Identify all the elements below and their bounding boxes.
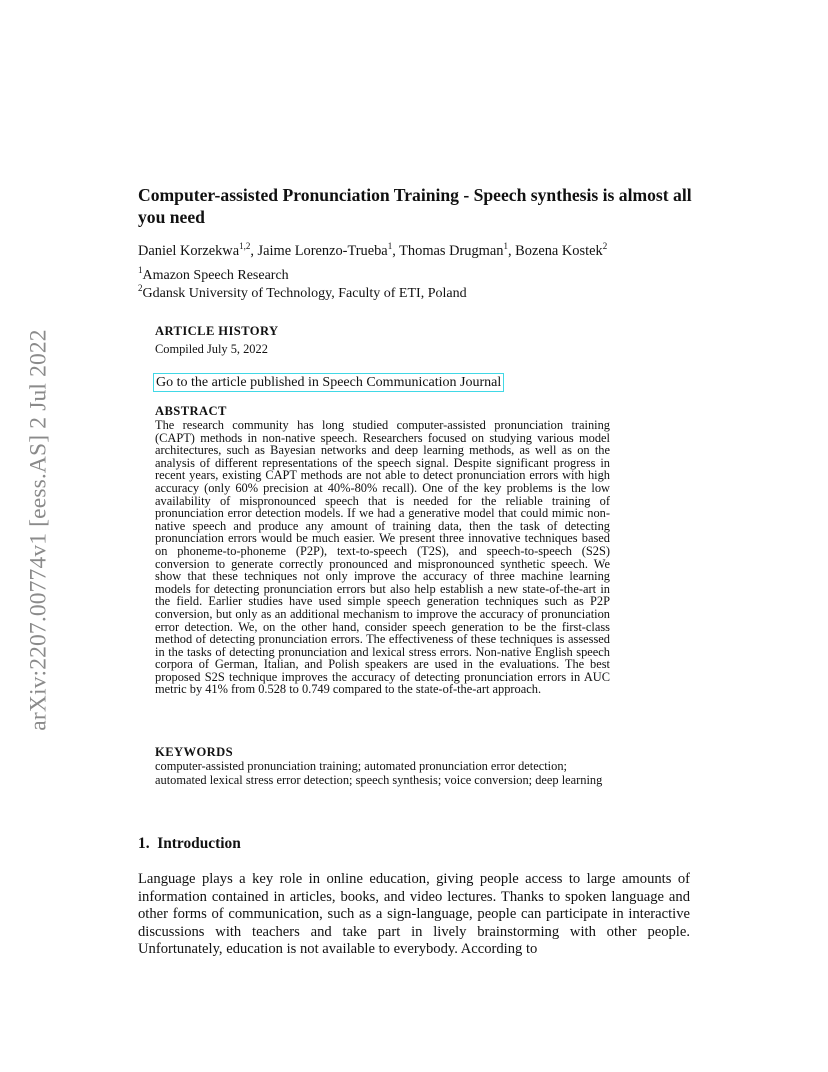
- affiliation: $^2$Gdansk University of Technology, Faculty of ETI, Poland: [138, 282, 467, 301]
- author: Bozena Kostek$^2$: [515, 241, 608, 259]
- article-history-heading: ARTICLE HISTORY: [155, 324, 279, 338]
- section-heading: [138, 835, 241, 853]
- journal-article-link[interactable]: Go to the article published in Speech Communication Journal: [153, 373, 504, 392]
- article-history: [155, 324, 610, 357]
- section-title: Introduction: [157, 835, 241, 852]
- arxiv-sidebar-stamp: [18, 295, 60, 765]
- abstract-text: The research community has long studied computer-assisted pronunciation training (CAPT) methods in non-native speech. Researchers focused on studying various model architectures, such as Bayesian networks and deep learning methods, as well as on the analysis of different representations of the speech signal. Despite significant progress in recent years, existing CAPT methods are not able to detect pronunciation errors with high accuracy (only 60% precision at 40%-80% recall). One of the key problems is the low availability of mispronounced speech that is needed for the reliable training of pronunciation error detection models. If we had a generative model that could mimic non-native speech and produce any amount of training data, then the task of detecting pronunciation errors would be much easier. We present three innovative techniques based on phoneme-to-phoneme (P2P), text-to-speech (T2S), and speech-to-speech (S2S) conversion to generate correctly pronounced and mispronounced synthetic speech. We show that these techniques not only improve the accuracy of three machine learning models for detecting pronunciation errors but also help establish a new state-of-the-art in the field. Earlier studies have used simple speech generation techniques such as P2P conversion, but only as an additional mechanism to improve the accuracy of pronunciation error detection. We, on the other hand, consider speech generation to be the first-class method of detecting pronunciation errors. The effectiveness of these techniques is assessed in the tasks of detecting pronunciation and lexical stress errors. Non-native English speech corpora of German, Italian, and Polish speakers are used in the evaluations. The best proposed S2S technique improves the accuracy of detecting pronunciation errors in AUC metric by 41% from 0.528 to 0.749 compared to the state-of-the-art approach.: [155, 418, 610, 697]
- keywords-heading: KEYWORDS: [155, 745, 234, 759]
- abstract-section: [155, 404, 610, 696]
- section-number: 1.: [138, 835, 150, 852]
- compiled-date: Compiled July 5, 2022: [155, 342, 268, 356]
- keywords-section: [155, 745, 610, 787]
- author: Jaime Lorenzo-Trueba$^1$,: [257, 241, 400, 259]
- introduction-paragraph: Language plays a key role in online education, giving people access to large amounts of information contained in articles, books, and video lectures. Thanks to spoken language and other forms of communication, such as a sign-language, people can participate in interactive discussions with teachers and take part in lively brainstorming with other people. Unfortunately, education is not available to everybody. According to: [138, 871, 690, 958]
- author-list: [138, 242, 718, 260]
- affiliation: $^1$Amazon Speech Research: [138, 265, 289, 283]
- abstract-heading: ABSTRACT: [155, 404, 227, 418]
- author: Daniel Korzekwa$^{1,2}$,: [138, 241, 258, 259]
- paper-title: Computer-assisted Pronunciation Training - Speech synthesis is almost all you need: [138, 185, 692, 227]
- affiliation-list: [138, 267, 698, 302]
- keywords-text: computer-assisted pronunciation training; automated pronunciation error detection; automated lexical stress error detection; speech synthesis; voice conversion; deep learning: [155, 759, 603, 787]
- author: Thomas Drugman$^1$,: [399, 241, 516, 259]
- arxiv-identifier: arXiv:2207.00774v1 [eess.AS] 2 Jul 2022: [25, 329, 52, 731]
